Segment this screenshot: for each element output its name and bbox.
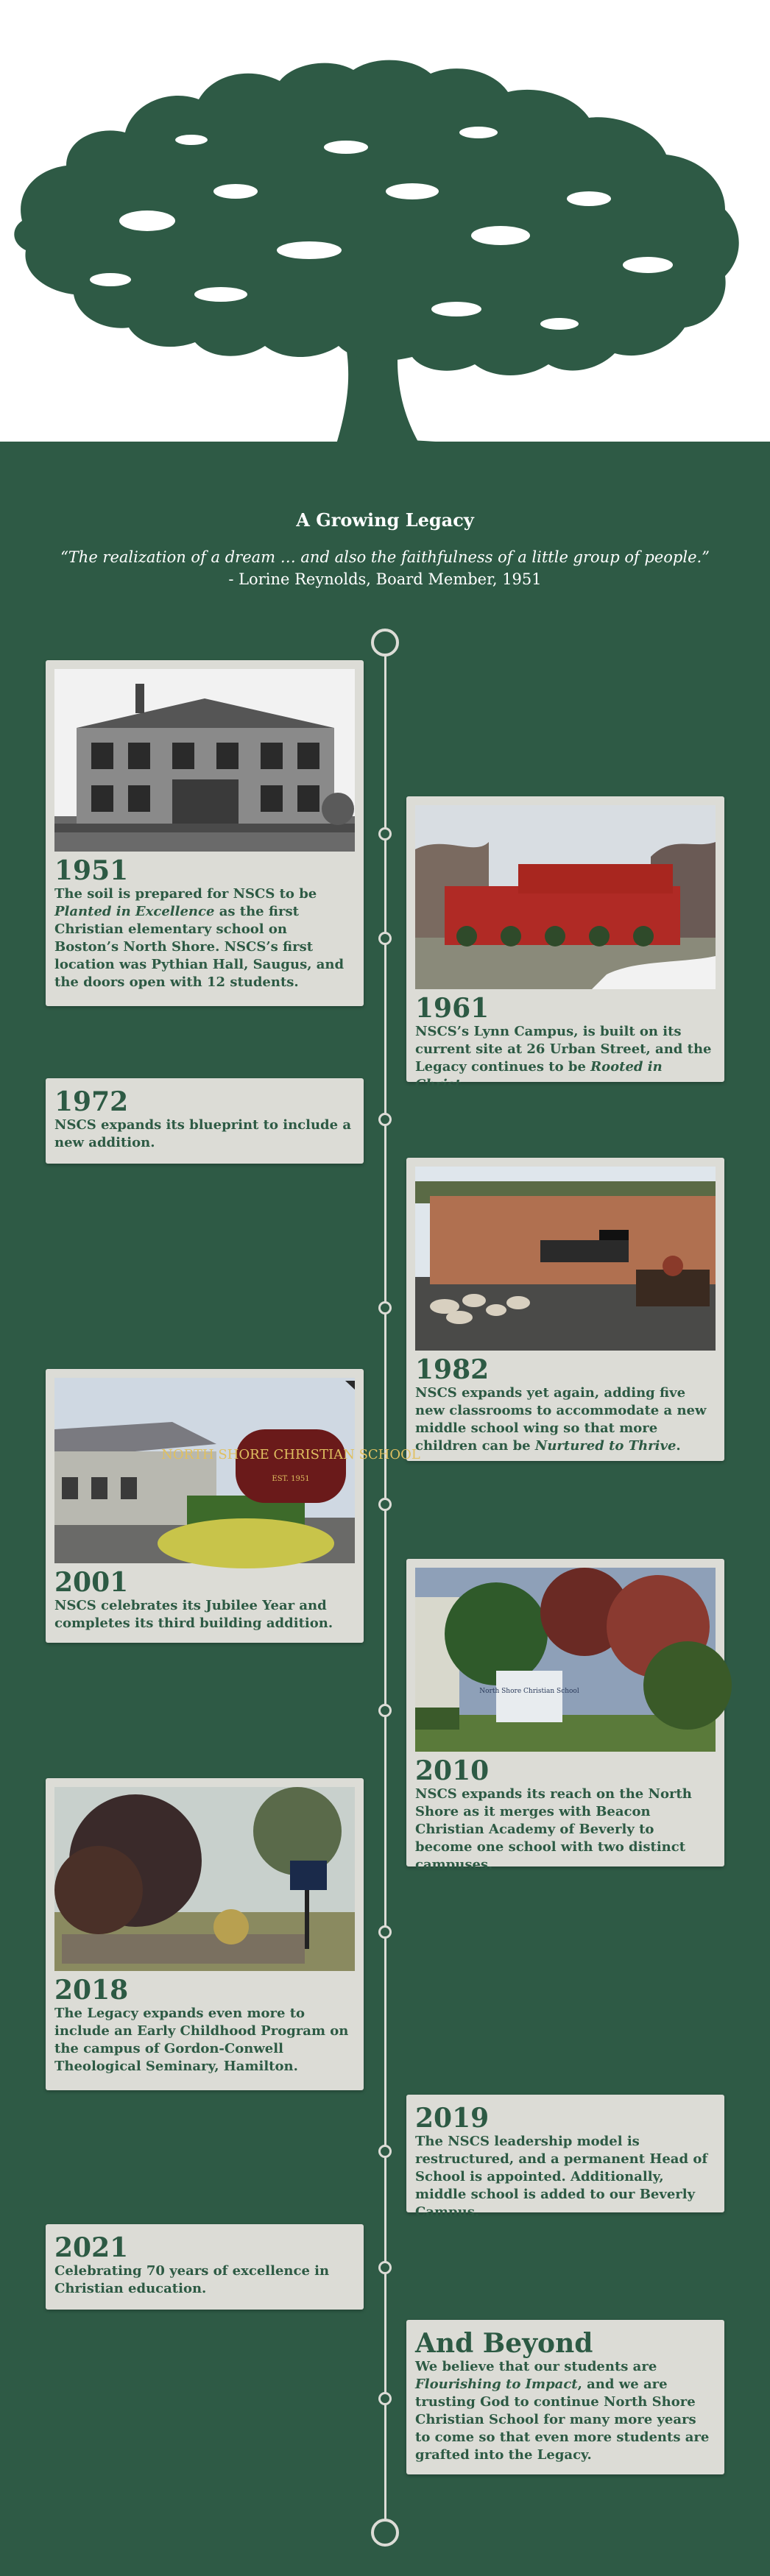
timeline-description: We believe that our students are Flourishing to Impact, and we are trusting God to continue North Shore Christian School for many more years to come so that even more students are grafted into the Legacy. (415, 2359, 710, 2463)
timeline-dot (378, 1498, 392, 1511)
photo-jubilee-building (54, 1378, 420, 1563)
timeline-dot (378, 2392, 392, 2405)
hero-banner (0, 0, 770, 486)
founding-quote (0, 546, 770, 590)
timeline-dot (378, 1704, 392, 1717)
timeline-description: Celebrating 70 years of excellence in Christian education. (54, 2263, 330, 2296)
timeline-card-1982 (406, 1158, 724, 1461)
timeline-year: 2019 (415, 2103, 490, 2134)
sign-text-beverly: North Shore Christian School (479, 1688, 579, 1695)
timeline-description: NSCS celebrates its Jubilee Year and completes its third building addition. (54, 1598, 333, 1631)
timeline-description: NSCS expands its blueprint to include a new addition. (54, 1117, 352, 1150)
quote-text: “The realization of a dream … and also the faithfulness of a little group of people.” (60, 548, 710, 566)
timeline-card-2019 (406, 2095, 724, 2220)
photo-beverly-campus (415, 1568, 716, 1752)
sign-text-north-shore: NORTH SHORE CHRISTIAN SCHOOL (161, 1447, 420, 1462)
timeline-year: 1961 (415, 993, 490, 1024)
timeline-dot (378, 2261, 392, 2274)
quote-attribution: - Lorine Reynolds, Board Member, 1951 (228, 570, 542, 588)
timeline-dot (378, 1925, 392, 1939)
timeline-dot (378, 1301, 392, 1314)
timeline-description: The Legacy expands even more to include an Early Childhood Program on the campus of Gordon-Conwell Theological Seminary, Hamilton. (54, 2006, 349, 2074)
timeline-year: 1951 (54, 855, 129, 886)
timeline-dot (378, 1113, 392, 1126)
timeline-card-2001 (46, 1369, 420, 1643)
timeline-end-circle (371, 2519, 399, 2547)
timeline-year: And Beyond (415, 2328, 593, 2359)
timeline-year: 1982 (415, 1354, 490, 1385)
timeline-year: 2018 (54, 1975, 129, 2006)
photo-hamilton-campus (54, 1787, 355, 1971)
page-title: A Growing Legacy (296, 509, 474, 531)
timeline-year: 2001 (54, 1567, 129, 1598)
timeline-card-and-beyond (406, 2320, 724, 2474)
timeline-description: NSCS’s Lynn Campus, is built on its current site at 26 Urban Street, and the Legacy continues to be Rooted in Christ. (415, 1024, 712, 1092)
timeline-year: 1972 (54, 1086, 129, 1117)
timeline-year: 2021 (54, 2232, 129, 2263)
timeline-card-1961 (406, 796, 724, 1092)
timeline-card-2021 (46, 2224, 364, 2310)
timeline-description: NSCS expands yet again, adding five new classrooms to accommodate a new middle school wing so that more children can be Nurtured to Thrive. (415, 1385, 707, 1454)
timeline-card-1951 (46, 660, 364, 1006)
photo-pythian-hall (54, 669, 355, 852)
timeline-card-2018 (46, 1778, 364, 2090)
photo-middle-school-wing (415, 1167, 716, 1351)
timeline-card-1972 (46, 1078, 364, 1164)
timeline-card-2010 (406, 1559, 724, 1872)
timeline-description: The soil is prepared for NSCS to be Planted in Excellence as the first Christian elementary school on Boston’s North Shore. NSCS’s first location was Pythian Hall, Saugus, and the doors open with 12 students. (54, 886, 345, 990)
timeline-dot (378, 2145, 392, 2158)
timeline-dot (378, 932, 392, 945)
photo-lynn-campus (415, 805, 716, 989)
sign-text-est: EST. 1951 (272, 1475, 310, 1483)
timeline-description: NSCS expands its reach on the North Shore as it merges with Beacon Christian Academy of Beverly to become one school with two distinct campuses. (415, 1786, 692, 1872)
timeline-dot (378, 827, 392, 841)
timeline-description: The NSCS leadership model is restructured, and a permanent Head of School is appointed. Additionally, middle school is added to our Beverly Campus. (415, 2134, 708, 2220)
oak-tree-illustration (0, 0, 770, 486)
timeline-year: 2010 (415, 1755, 490, 1786)
timeline-start-circle (371, 629, 399, 657)
